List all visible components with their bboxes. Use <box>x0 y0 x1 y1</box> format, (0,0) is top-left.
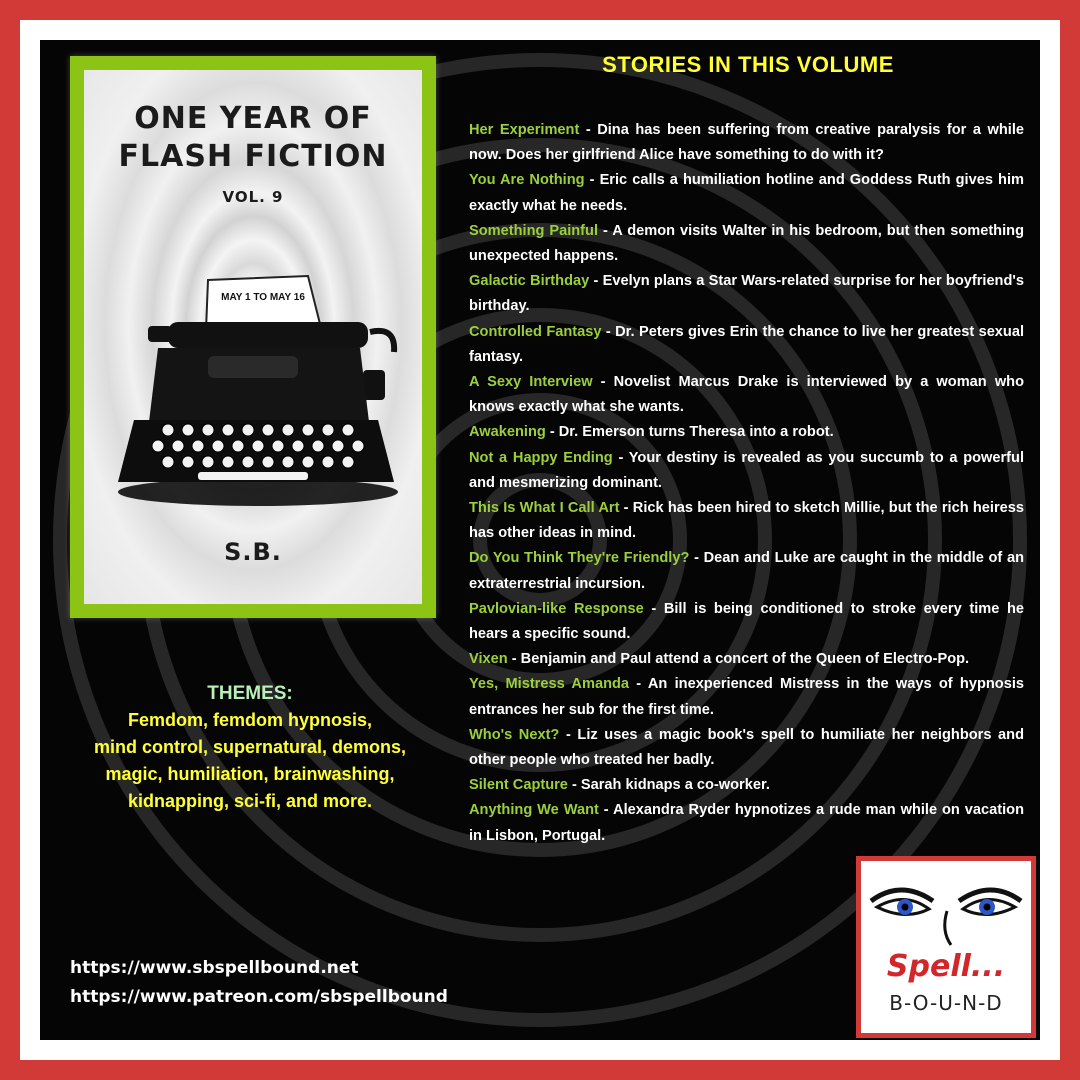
story-title: Vixen <box>469 651 508 668</box>
typewriter-icon <box>108 260 398 510</box>
book-volume: VOL. 9 <box>222 188 284 206</box>
story-title: Her Experiment <box>469 122 580 138</box>
story-description: - Dr. Peters gives Erin the chance to live her greatest sexual fantasy. <box>469 323 1025 365</box>
spellbound-logo <box>856 856 1036 1038</box>
story-item <box>469 320 1024 370</box>
book-cover <box>70 56 436 618</box>
themes-block <box>60 680 440 815</box>
eyes-icon <box>861 861 1031 951</box>
story-description: - Dr. Emerson turns Theresa into a robot. <box>545 424 834 441</box>
story-title: You Are Nothing <box>469 172 585 189</box>
story-description: - Sarah kidnaps a co-worker. <box>567 777 770 794</box>
book-cover-art <box>84 70 422 604</box>
story-item <box>469 672 1024 722</box>
themes-line: Femdom, femdom hypnosis, <box>127 710 373 730</box>
story-description: - Benjamin and Paul attend a concert of the Queen of Electro-Pop. <box>507 651 970 668</box>
story-item <box>469 647 1024 672</box>
story-title: Controlled Fantasy <box>469 323 602 340</box>
themes-line: mind control, supernatural, demons, <box>93 737 407 757</box>
story-description: - A demon visits Walter in his bedroom, but then something unexpected happens. <box>469 222 1024 265</box>
story-item <box>469 446 1024 496</box>
story-description: - An inexperienced Mistress in the ways of hypnosis entrances her sub for the first time. <box>469 676 1024 718</box>
story-item <box>469 496 1024 546</box>
book-title <box>84 100 422 176</box>
story-item <box>469 168 1024 218</box>
story-item <box>469 597 1024 647</box>
story-title: Do You Think They're Friendly? <box>469 550 690 567</box>
story-title: Who's Next? <box>469 726 560 743</box>
story-title: Yes, Mistress Amanda <box>469 676 630 693</box>
patreon-link[interactable]: https://www.patreon.com/sbspellbound <box>70 987 448 1007</box>
stories-heading: STORIES IN THIS VOLUME <box>602 52 894 77</box>
story-title: Galactic Birthday <box>469 273 590 290</box>
story-title: Anything We Want <box>469 802 599 819</box>
story-item <box>469 370 1024 420</box>
story-description: - Bill is being conditioned to stroke every time he hears a specific sound. <box>469 600 1024 643</box>
story-description: - Alexandra Ryder hypnotizes a rude man while on vacation in Lisbon, Portugal. <box>469 802 1024 844</box>
story-item <box>469 118 1024 168</box>
themes-title: THEMES: <box>207 683 293 704</box>
story-title: Something Painful <box>469 222 599 239</box>
story-description: - Evelyn plans a Star Wars-related surprise for her boyfriend's birthday. <box>469 273 1024 315</box>
story-item <box>469 219 1024 269</box>
story-item <box>469 798 1024 848</box>
story-description: - Novelist Marcus Drake is interviewed by a woman who knows exactly what she wants. <box>469 374 1024 416</box>
logo-card <box>861 861 1031 1033</box>
themes-line: kidnapping, sci-fi, and more. <box>127 791 373 811</box>
story-title: This Is What I Call Art <box>469 500 620 517</box>
story-description: - Dean and Luke are caught in the middle of an extraterrestrial incursion. <box>469 550 1024 592</box>
story-title: Pavlovian-like Response <box>469 600 644 617</box>
story-description: - Your destiny is revealed as you succumb to a powerful and mesmerizing dominant. <box>469 449 1025 491</box>
stories-list <box>469 118 1024 849</box>
story-title: A Sexy Interview <box>469 374 593 391</box>
story-title: Not a Happy Ending <box>469 449 613 466</box>
story-title: Silent Capture <box>469 777 568 794</box>
logo-spell-text: Spell... <box>886 949 1006 984</box>
book-title-line2: FLASH FICTION <box>118 139 388 174</box>
paper-date: MAY 1 TO MAY 16 <box>221 292 305 303</box>
story-description: - Rick has been hired to sketch Millie, but the rich heiress has other ideas in mind. <box>469 500 1025 542</box>
story-description: - Dina has been suffering from creative paralysis for a while now. Does her girlfriend Alice have something to do with it? <box>469 122 1024 164</box>
story-item <box>469 773 1024 798</box>
story-description: - Eric calls a humiliation hotline and Goddess Ruth gives him exactly what he needs. <box>469 172 1024 214</box>
themes-line: magic, humiliation, brainwashing, <box>105 764 395 784</box>
book-title-line1: ONE YEAR OF <box>134 101 372 136</box>
website-link[interactable]: https://www.sbspellbound.net <box>70 958 359 978</box>
links-block <box>70 954 448 1012</box>
story-item <box>469 269 1024 319</box>
story-item <box>469 420 1024 445</box>
story-title: Awakening <box>469 424 546 441</box>
story-item <box>469 723 1024 773</box>
story-item <box>469 546 1024 596</box>
book-author: S.B. <box>224 538 282 566</box>
logo-bound-text: B-O-U-N-D <box>889 991 1003 1015</box>
story-description: - Liz uses a magic book's spell to humiliate her neighbors and other people who treated her badly. <box>469 726 1024 769</box>
promo-panel <box>40 40 1040 1040</box>
